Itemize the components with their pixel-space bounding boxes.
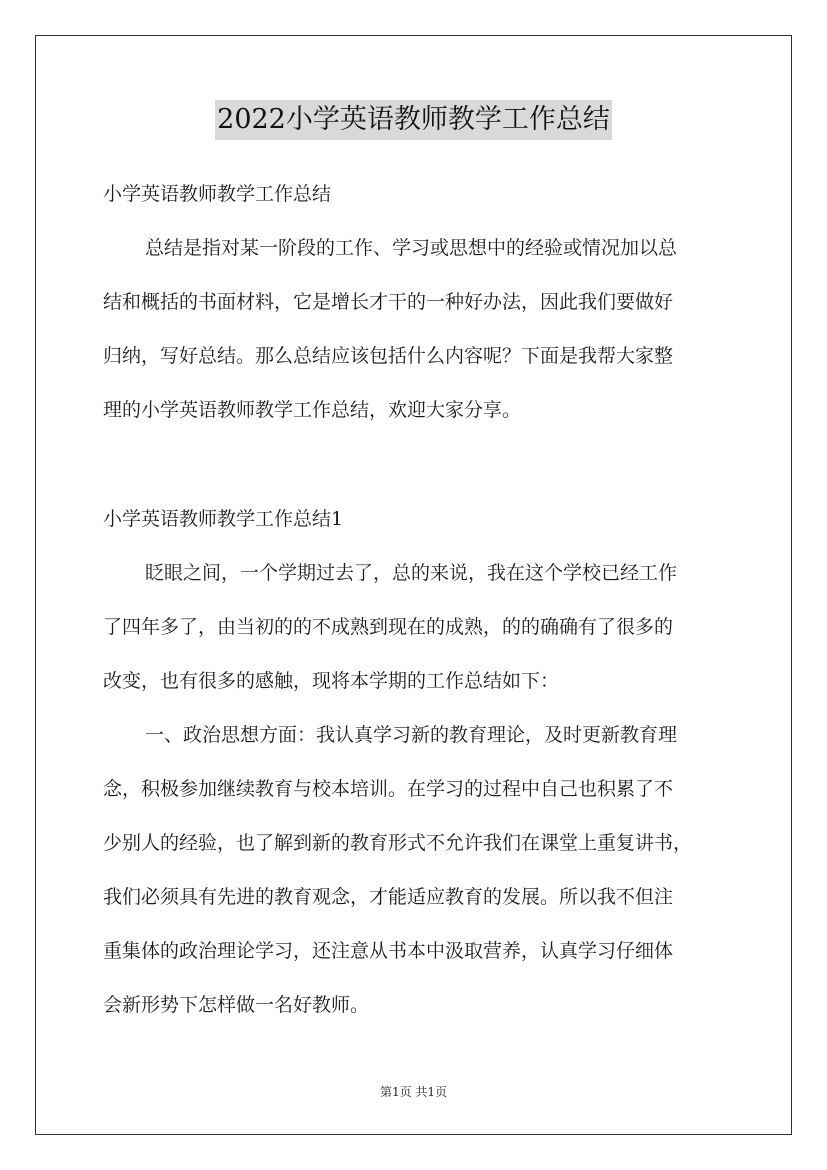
intro-line-1: 总结是指对某一阶段的工作、学习或思想中的经验或情况加以总 bbox=[145, 237, 678, 259]
intro-line-4: 理的小学英语教师教学工作总结，欢迎大家分享。 bbox=[103, 399, 522, 421]
section1-para1-line-1: 眨眼之间，一个学期过去了，总的来说，我在这个学校已经工作 bbox=[145, 562, 678, 584]
document-subtitle: 小学英语教师教学工作总结 bbox=[103, 183, 332, 205]
intro-line-2: 结和概括的书面材料，它是增长才干的一种好办法，因此我们要做好 bbox=[103, 291, 674, 313]
title-container bbox=[0, 100, 827, 140]
section1-para2-line-4: 我们必须具有先进的教育观念，才能适应教育的发展。所以我不但注 bbox=[103, 886, 674, 908]
section1-heading: 小学英语教师教学工作总结1 bbox=[103, 508, 344, 530]
page-footer: 第1页 共1页 bbox=[379, 1085, 448, 1099]
document-title: 2022小学英语教师教学工作总结 bbox=[215, 100, 612, 140]
section1-para2-line-1: 一、政治思想方面：我认真学习新的教育理论，及时更新教育理 bbox=[145, 724, 678, 746]
section1-para2-line-5: 重集体的政治理论学习，还注意从书本中汲取营养，认真学习仔细体 bbox=[103, 940, 674, 962]
section1-para1-line-2: 了四年多了，由当初的的不成熟到现在的成熟，的的确确有了很多的 bbox=[103, 616, 674, 638]
section1-para2-line-6: 会新形势下怎样做一名好教师。 bbox=[103, 994, 370, 1016]
section1-para2-line-3: 少别人的经验，也了解到新的教育形式不允许我们在课堂上重复讲书， bbox=[103, 832, 693, 854]
section1-para1-line-3: 改变，也有很多的感触，现将本学期的工作总结如下： bbox=[103, 670, 560, 692]
intro-line-3: 归纳，写好总结。那么总结应该包括什么内容呢？下面是我帮大家整 bbox=[103, 345, 674, 367]
section1-para2-line-2: 念，积极参加继续教育与校本培训。在学习的过程中自己也积累了不 bbox=[103, 778, 674, 800]
